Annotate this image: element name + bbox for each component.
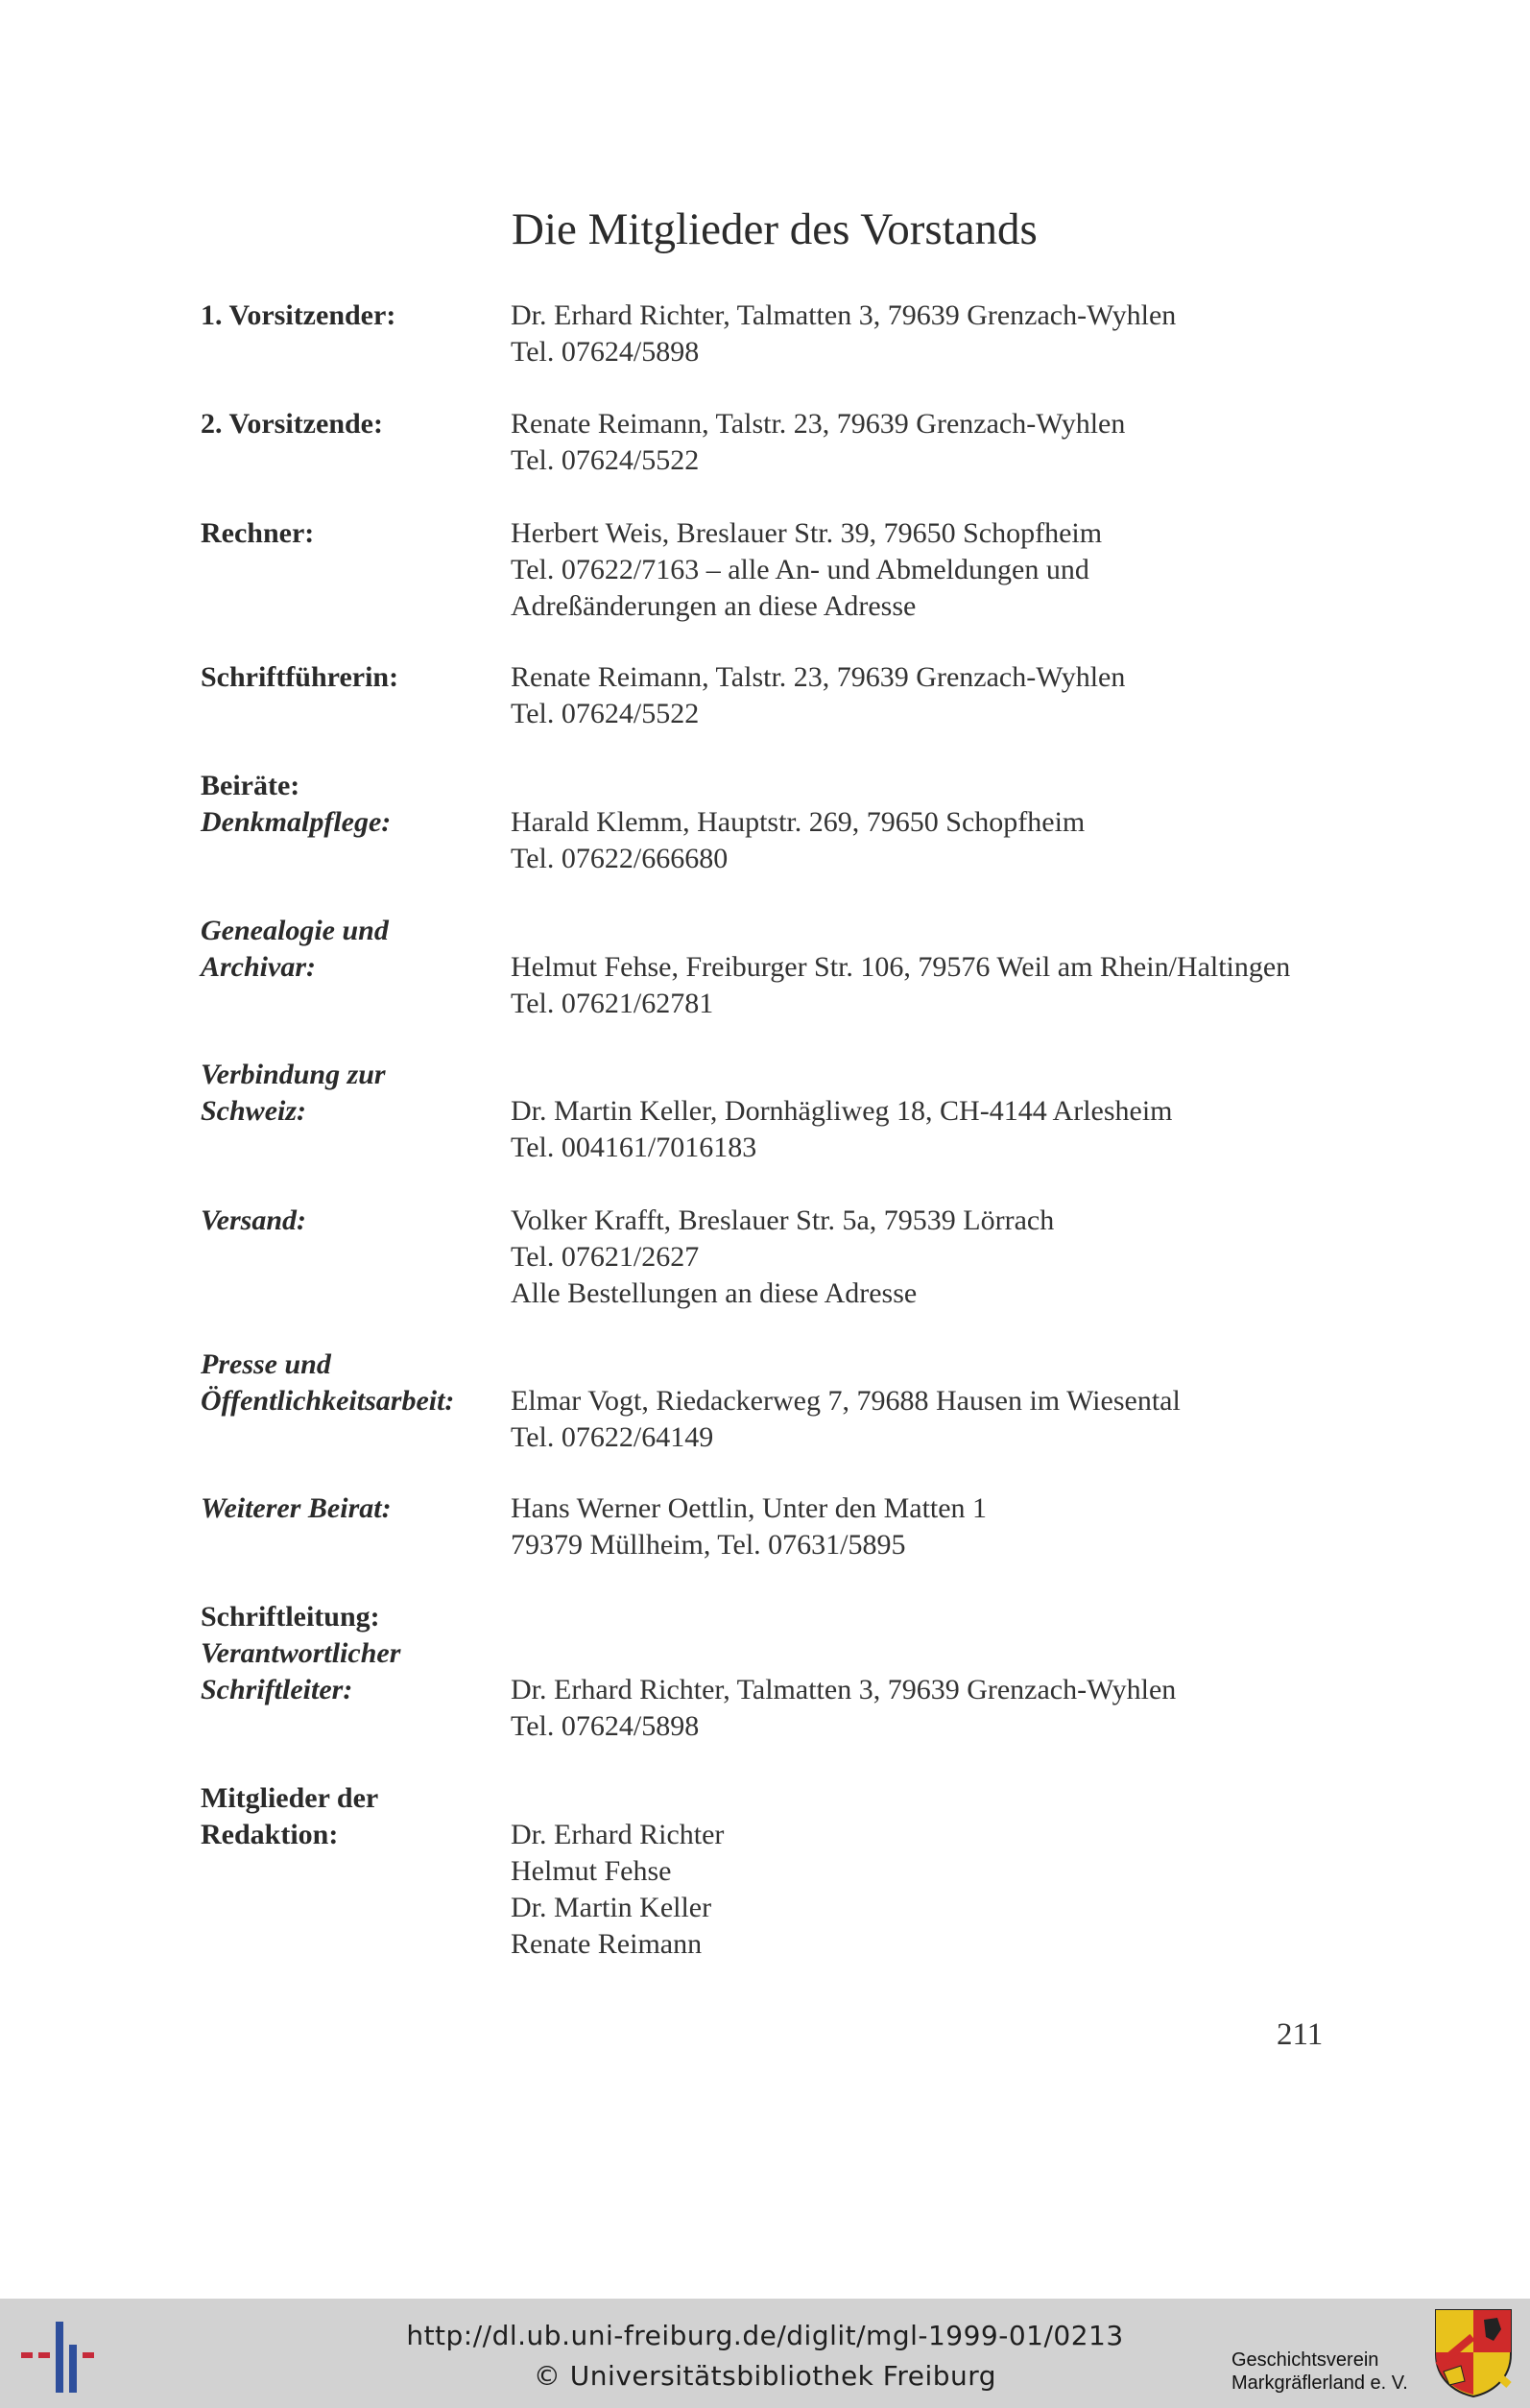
value-line: Tel. 07622/7163 – alle An- und Abmeldungen und <box>511 554 1089 585</box>
value-line: Renate Reimann, Talstr. 23, 79639 Grenzach-Wyhlen <box>511 661 1126 693</box>
entry-value <box>511 1203 1375 1312</box>
entry-value <box>511 406 1375 479</box>
entry-value <box>511 1490 1375 1563</box>
value-line: Harald Klemm, Hauptstr. 269, 79650 Schopfheim <box>511 806 1086 838</box>
value-line: Dr. Erhard Richter, Talmatten 3, 79639 Grenzach-Wyhlen <box>511 1674 1177 1705</box>
entry-label <box>201 406 489 442</box>
entry-label <box>201 1347 489 1419</box>
page-title: Die Mitglieder des Vorstands <box>512 204 1038 254</box>
label-line: Denkmalpflege: <box>201 806 392 838</box>
value-line: Helmut Fehse, Freiburger Str. 106, 79576 Weil am Rhein/Haltingen <box>511 951 1291 983</box>
entry-value <box>511 804 1375 877</box>
label-line: Schriftleiter: <box>201 1674 353 1705</box>
label-line: Verbindung zur <box>201 1059 386 1090</box>
section-heading: Beiräte: <box>201 770 300 801</box>
section-heading: Schriftleitung: <box>201 1601 380 1633</box>
value-line: Hans Werner Oettlin, Unter den Matten 1 <box>511 1492 988 1524</box>
entry-label <box>201 1203 489 1239</box>
entry-label <box>201 768 489 841</box>
value-line: Herbert Weis, Breslauer Str. 39, 79650 Schopfheim <box>511 517 1103 549</box>
label-line: Archivar: <box>201 951 316 983</box>
value-line: Adreßänderungen an diese Adresse <box>511 590 917 622</box>
value-line: Volker Krafft, Breslauer Str. 5a, 79539 Lörrach <box>511 1204 1055 1236</box>
footer-bar <box>0 2299 1530 2408</box>
label-line: Versand: <box>201 1204 307 1236</box>
society-name-line: Markgräflerland e. V. <box>1231 2372 1408 2394</box>
label-line: Schweiz: <box>201 1095 307 1127</box>
entry-value <box>511 659 1375 732</box>
value-line: Tel. 07624/5522 <box>511 444 700 476</box>
value-line: Renate Reimann <box>511 1928 703 1960</box>
label-line: Mitglieder der <box>201 1782 379 1814</box>
entry-value <box>511 1817 1375 1963</box>
entry-value <box>511 1383 1375 1456</box>
footer-copyright: © Universitätsbibliothek Freiburg <box>533 2360 997 2392</box>
label-line: Redaktion: <box>201 1819 339 1850</box>
label-line: Rechner: <box>201 517 315 549</box>
value-line: Dr. Erhard Richter <box>511 1819 725 1850</box>
label-line: Presse und <box>201 1348 331 1380</box>
value-line: Renate Reimann, Talstr. 23, 79639 Grenzach-Wyhlen <box>511 408 1126 440</box>
value-line: Dr. Erhard Richter, Talmatten 3, 79639 Grenzach-Wyhlen <box>511 299 1177 331</box>
value-line: Tel. 07624/5898 <box>511 1710 700 1742</box>
entry-label <box>201 298 489 334</box>
page-number: 211 <box>1277 2017 1324 2052</box>
entry-label <box>201 1780 489 1853</box>
value-line: Tel. 004161/7016183 <box>511 1132 757 1163</box>
label-line: 1. Vorsitzender: <box>201 299 396 331</box>
label-line: Öffentlichkeitsarbeit: <box>201 1385 455 1417</box>
value-line: Alle Bestellungen an diese Adresse <box>511 1277 918 1309</box>
entry-label <box>201 1599 489 1708</box>
value-line: Elmar Vogt, Riedackerweg 7, 79688 Hausen im Wiesental <box>511 1385 1181 1417</box>
value-line: Tel. 07624/5898 <box>511 336 700 368</box>
entry-label <box>201 1057 489 1130</box>
entry-value <box>511 298 1375 370</box>
entry-value <box>511 1093 1375 1166</box>
entry-value <box>511 949 1375 1022</box>
value-line: 79379 Müllheim, Tel. 07631/5895 <box>511 1529 906 1561</box>
entry-label <box>201 659 489 696</box>
society-name <box>1231 2348 1408 2395</box>
entry-label <box>201 913 489 986</box>
footer-url-link[interactable]: http://dl.ub.uni-freiburg.de/diglit/mgl-1999-01/0213 <box>406 2320 1124 2351</box>
value-line: Tel. 07621/2627 <box>511 1241 700 1273</box>
value-line: Tel. 07624/5522 <box>511 698 700 729</box>
value-line: Helmut Fehse <box>511 1855 672 1887</box>
value-line: Tel. 07622/64149 <box>511 1421 714 1453</box>
value-line: Dr. Martin Keller <box>511 1892 712 1923</box>
value-line: Tel. 07621/62781 <box>511 988 714 1019</box>
society-name-line: Geschichtsverein <box>1231 2349 1379 2371</box>
label-line: Genealogie und <box>201 915 389 946</box>
entry-label <box>201 1490 489 1527</box>
label-line: Verantwortlicher <box>201 1637 401 1669</box>
entry-label <box>201 515 489 552</box>
entry-value <box>511 515 1375 625</box>
coat-of-arms-icon <box>1434 2308 1513 2398</box>
label-line: 2. Vorsitzende: <box>201 408 383 440</box>
entry-value <box>511 1672 1375 1745</box>
value-line: Dr. Martin Keller, Dornhägliweg 18, CH-4144 Arlesheim <box>511 1095 1173 1127</box>
label-line: Schriftführerin: <box>201 661 399 693</box>
label-line: Weiterer Beirat: <box>201 1492 392 1524</box>
value-line: Tel. 07622/666680 <box>511 843 729 874</box>
